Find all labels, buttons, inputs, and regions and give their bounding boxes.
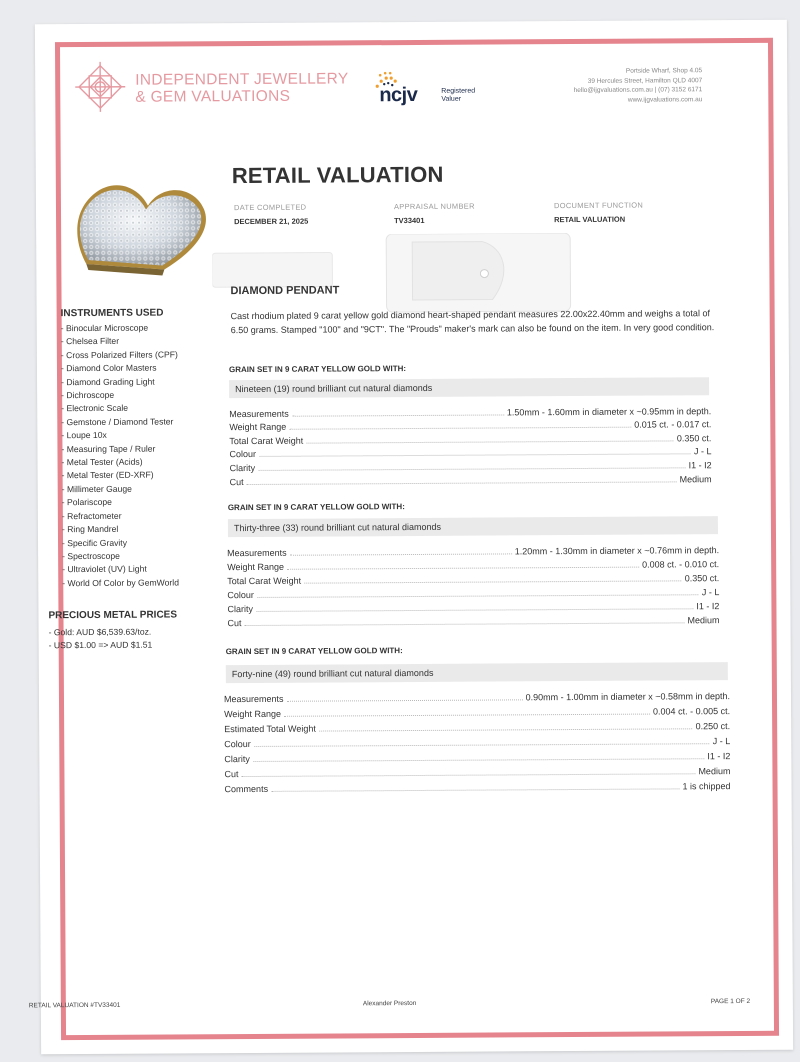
brand-line-1: INDEPENDENT JEWELLERY	[135, 70, 349, 89]
valuation-sheet	[28, 20, 793, 1055]
spec-value: 1 is chipped	[682, 781, 731, 792]
ncjv-sub-line-1: Registered	[441, 87, 476, 95]
instrument-item: - Millimeter Gauge	[61, 483, 132, 495]
contact-block	[574, 66, 703, 105]
spec-key: Colour	[227, 589, 254, 601]
spec-key: Total Carat Weight	[229, 435, 304, 447]
instrument-item: - World Of Color by GemWorld	[62, 577, 179, 588]
spec-value: Medium	[687, 615, 720, 626]
spec-value: I1 - I2	[696, 601, 720, 612]
instrument-item: - Spectroscope	[62, 550, 120, 562]
spec-value: 0.250 ct.	[695, 721, 731, 732]
spec-key: Cut	[224, 769, 239, 780]
grain-heading: GRAIN SET IN 9 CARAT YELLOW GOLD WITH:	[225, 646, 403, 657]
date-completed	[234, 203, 308, 226]
spec-value: 1.50mm - 1.60mm in diameter x ~0.95mm in depth.	[506, 406, 712, 418]
contact-line: www.ijgvaluations.com.au	[627, 95, 703, 104]
ncjv-sub-line-2: Valuer	[441, 95, 462, 103]
brand-line-2: & GEM VALUATIONS	[135, 87, 291, 106]
spec-key: Weight Range	[229, 421, 287, 433]
spec-value: Medium	[679, 474, 712, 485]
date-value: DECEMBER 21, 2025	[234, 216, 309, 227]
spec-value: 0.004 ct. - 0.005 ct.	[652, 706, 731, 717]
instrument-item: - Chelsea Filter	[60, 336, 120, 347]
instrument-item: - Metal Tester (ED-XRF)	[61, 470, 154, 481]
instrument-item: - Ring Mandrel	[61, 523, 119, 535]
item-title: DIAMOND PENDANT	[230, 284, 340, 298]
brand-name	[135, 70, 349, 105]
diamond-summary-bar: Forty-nine (49) round brilliant cut natural diamonds	[226, 662, 728, 683]
instrument-item: - Specific Gravity	[61, 537, 128, 548]
contact-line: 39 Hercules Street, Hamilton QLD 4007	[587, 76, 703, 85]
ncjv-wordmark: ncjv	[379, 83, 418, 107]
blank-stickers	[212, 233, 572, 315]
spec-key: Comments	[224, 783, 269, 795]
spec-value: Medium	[698, 766, 731, 777]
ncjv-logo	[367, 70, 487, 111]
footer-left: RETAIL VALUATION #TV33401	[28, 1001, 121, 1010]
document-title: RETAIL VALUATION	[231, 161, 444, 189]
spec-key: Measurements	[227, 547, 287, 559]
instrument-item: - Loupe 10x	[61, 430, 107, 441]
spec-key: Cut	[229, 477, 244, 488]
instruments-list	[61, 321, 180, 590]
instrument-item: - Diamond Grading Light	[61, 376, 155, 387]
spec-value: 0.015 ct. - 0.017 ct.	[634, 419, 712, 430]
item-description: Cast rhodium plated 9 carat yellow gold diamond heart-shaped pendant measures 22.00x22.40mm and weighs a total of 6.50 grams. Stamped "100" and "9CT". The "Prouds" maker's mark can also be found on the item. In very good condition.	[230, 308, 715, 336]
date-label: DATE COMPLETED	[233, 202, 307, 213]
footer-page-number: PAGE 1 OF 2	[710, 997, 751, 1006]
spec-value: 0.90mm - 1.00mm in diameter x ~0.58mm in depth.	[525, 691, 731, 703]
metal-prices-heading: PRECIOUS METAL PRICES	[48, 609, 178, 622]
diamond-summary-bar: Thirty-three (33) round brilliant cut natural diamonds	[228, 516, 718, 537]
instrument-item: - Polariscope	[61, 497, 112, 508]
heart-pendant-photo	[64, 171, 213, 282]
spec-key: Clarity	[229, 462, 256, 474]
spec-key: Measurements	[229, 408, 289, 420]
spec-value: 0.350 ct.	[676, 433, 712, 444]
grain-heading: GRAIN SET IN 9 CARAT YELLOW GOLD WITH:	[228, 364, 407, 375]
spec-key: Estimated Total Weight	[224, 723, 316, 735]
instrument-item: - Measuring Tape / Ruler	[61, 443, 156, 454]
spec-key: Weight Range	[224, 708, 281, 720]
spec-key: Clarity	[227, 603, 253, 615]
spec-key: Colour	[224, 739, 251, 750]
spec-value: 1.20mm - 1.30mm in diameter x ~0.76mm in depth.	[514, 545, 720, 557]
spec-key: Cut	[227, 618, 242, 629]
contact-line: Portside Wharf, Shop 4.05	[625, 67, 703, 75]
spec-key: Total Carat Weight	[227, 575, 302, 587]
grain-heading: GRAIN SET IN 9 CARAT YELLOW GOLD WITH:	[227, 502, 405, 513]
metal-prices-list	[49, 626, 153, 653]
instrument-item: - Cross Polarized Filters (CPF)	[60, 349, 178, 360]
spec-value: 0.350 ct.	[684, 573, 720, 584]
function-label: DOCUMENT FUNCTION	[553, 200, 644, 211]
spec-key: Measurements	[223, 693, 284, 705]
instrument-item: - Gemstone / Diamond Tester	[61, 416, 174, 427]
spec-value: J - L	[693, 446, 712, 457]
spec-value: J - L	[712, 736, 731, 747]
brand-logo-icon	[73, 60, 127, 114]
ncjv-subtitle	[441, 88, 475, 104]
instrument-item: - Binocular Microscope	[60, 322, 149, 334]
diamond-summary-bar: Nineteen (19) round brilliant cut natural diamonds	[229, 377, 709, 398]
spec-value: J - L	[701, 587, 720, 598]
spec-key: Clarity	[224, 754, 250, 765]
price-item: - USD $1.00 => AUD $1.51	[48, 640, 153, 651]
spec-value: I1 - I2	[688, 460, 712, 471]
function-value: RETAIL VALUATION	[554, 214, 626, 225]
instruments-heading: INSTRUMENTS USED	[60, 307, 164, 320]
spec-key: Weight Range	[227, 561, 285, 573]
price-item: - Gold: AUD $6,539.63/toz.	[48, 626, 152, 638]
instrument-item: - Electronic Scale	[61, 403, 129, 414]
footer-signatory: Alexander Preston	[362, 999, 417, 1008]
spec-value: I1 - I2	[707, 751, 731, 762]
spec-value: 0.008 ct. - 0.010 ct.	[642, 559, 720, 570]
appraisal-value: TV33401	[394, 215, 425, 226]
document-function	[554, 201, 643, 225]
instrument-item: - Diamond Color Masters	[60, 362, 157, 374]
appraisal-label: APPRAISAL NUMBER	[393, 201, 475, 212]
appraisal-number	[394, 202, 475, 225]
instrument-item: - Metal Tester (Acids)	[61, 456, 143, 468]
spec-key: Colour	[229, 448, 257, 460]
instrument-item: - Ultraviolet (UV) Light	[62, 563, 147, 575]
contact-line: hello@ijgvaluations.com.au | (07) 3152 6171	[573, 86, 703, 95]
instrument-item: - Dichroscope	[61, 389, 115, 401]
instrument-item: - Refractometer	[61, 510, 122, 521]
